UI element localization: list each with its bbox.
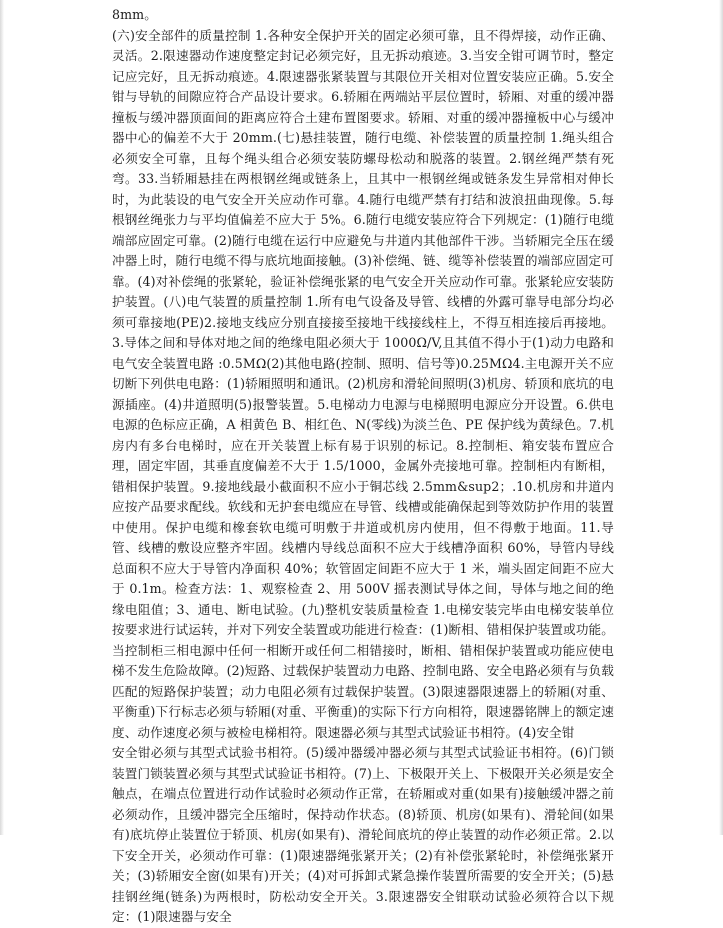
paragraph-continuation: 安全钳必须与其型式试验书相符。(5)缓冲器缓冲器必须与其型式试验证书相符。(6)门锁装置门锁装置必须与其型式试验证书相符。(7)上、下极限开关上、下极限开关必须是安全触点，在端点位置进行动作试验时必须动作正常，在轿厢或对重(如果有)接触缓冲器之前必须动作，且缓冲器完全压缩时，保持动作状态。(8)轿顶、机房(如果有)、滑轮间(如果有)底坑停止装置位于轿顶、机房(如果有)、滑轮间底坑的停止装置的动作必须正常。2.以下安全开关，必须动作可靠：(1)限速器绳张紧开关；(2)有补偿张紧轮时，补偿绳张紧开关；(3)轿厢安全窗(如果有)开关；(4)对可拆卸式紧急操作装置所需要的安全开关；(5)悬挂钢丝绳(链条)为两根时，防松动安全开关。3.限速器安全钳联动试验必须符合以下规定：(1)限速器与安全 (112, 745, 614, 924)
page-right-edge (719, 0, 723, 835)
paragraph-main: (六)安全部件的质量控制 1.各种安全保护开关的固定必须可靠，且不得焊接，动作正确、灵活。2.限速器动作速度整定封记必须完好，且无拆动痕迹。3.当安全钳可调节时，整定记应完好，且无拆动痕迹。4.限速器张紧装置与其限位开关相对位置安装应正确。5.安全钳与导轨的间隙应符合产品设计要求。6.轿厢在两端站平层位置时，轿厢、对重的缓冲器撞板与缓冲器顶面间的距离应符合土建布置图要求。轿厢、对重的缓冲器撞板中心与缓冲器中心的偏差不大于 20mm.(七)悬挂装置，随行电缆、补偿装置的质量控制 1.绳头组合必须安全可靠，且每个绳头组合必须安装防螺母松动和脱落的装置。2.钢丝绳严禁有死弯。33.当轿厢悬挂在两根钢丝绳或链条上，且其中一根钢丝绳或链条发生异常相对伸长时，为此装设的电气安全开关应动作可靠。4.随行电缆严禁有打结和波浪扭曲现像。5.每根钢丝绳张力与平均值偏差不应大于 5%。6.随行电缆安装应符合下列规定：(1)随行电缆端部应固定可靠。(2)随行电缆在运行中应避免与井道内其他部件干涉。当轿厢完全压在缓冲器上时，随行电缆不得与底坑地面接触。(3)补偿绳、链、缆等补偿装置的端部应固定可靠。(4)对补偿绳的张紧轮，验证补偿绳张紧的电气安全开关应动作可靠。张紧轮应安装防护装置。(八)电气装置的质量控制 1.所有电气设备及导管、线槽的外露可靠导电部分均必须可靠接地(PE)2.接地支线应分别直接接至接地干线接线柱上，不得互相连接后再接地。3.导体之间和导体对地之间的绝缘电阻必须大于 1000Ω/V,且其值不得小于(1)动力电路和电气安全装置电路 :0.5MΩ(2)其他电路(控制、照明、信号等)0.25MΩ4.主电源开关不应切断下列供电电路：(1)轿厢照明和通讯。(2)机房和滑轮间照明(3)机房、轿顶和底坑的电源插座。(4)井道照明(5)报警装置。5.电梯动力电源与电梯照明电源应分开设置。6.供电电源的色标应正确，A 相黄色 B、相红色、N(零线)为淡兰色、PE 保护线为黄绿色。7.机房内有多台电梯时，应在开关装置上标有易于识别的标记。8.控制柜、箱安装布置应合理，固定牢固，其垂直度偏差不大于 1.5/1000，金属外壳接地可靠。控制柜内有断相，错相保护装置。9.接地线最小截面积不应小于铜芯线 2.5mm&sup2；.10.机房和井道内应按产品要求配线。软线和无护套电缆应在导管、线槽或能确保起到等效防护作用的装置中使用。保护电缆和橡套软电缆可明敷于井道或机房内使用，但不得敷于地面。11.导管、线槽的敷设应整齐牢固。线槽内导线总面积不应大于线槽净面积 60%，导管内导线总面积不应大于导管内净面积 40%；软管固定间距不应大于 1 米，端头固定间距不应大于 0.1m。检查方法：1、观察检查 2、用 500V 摇表测试导体之间，导体与地之间的绝缘电阻值；3、通电、断电试验。(九)整机安装质量检查 1.电梯安装完毕由电梯安装单位按要求进行试运转，并对下列安全装置或功能进行检查：(1)断相、错相保护装置或功能。当控制柜三相电源中任何一相断开或任何二相错接时，断相、错相保护装置或功能应使电梯不发生危险故障。(2)短路、过载保护装置动力电路、控制电路、安全电路必须有与负载匹配的短路保护装置；动力电阻必须有过载保护装置。(3)限速器限速器上的轿厢(对重、平衡重)下行标志必须与轿厢(对重、平衡重)的实际下行方向相符，限速器铭牌上的额定速度、动作速度必须与被检电梯相符。限速器必须与其型式试验证书相符。(4)安全钳 (112, 27, 614, 740)
page-left-edge (0, 0, 4, 835)
paragraph-opening: 8mm。 (112, 7, 157, 22)
document-body (112, 5, 614, 928)
